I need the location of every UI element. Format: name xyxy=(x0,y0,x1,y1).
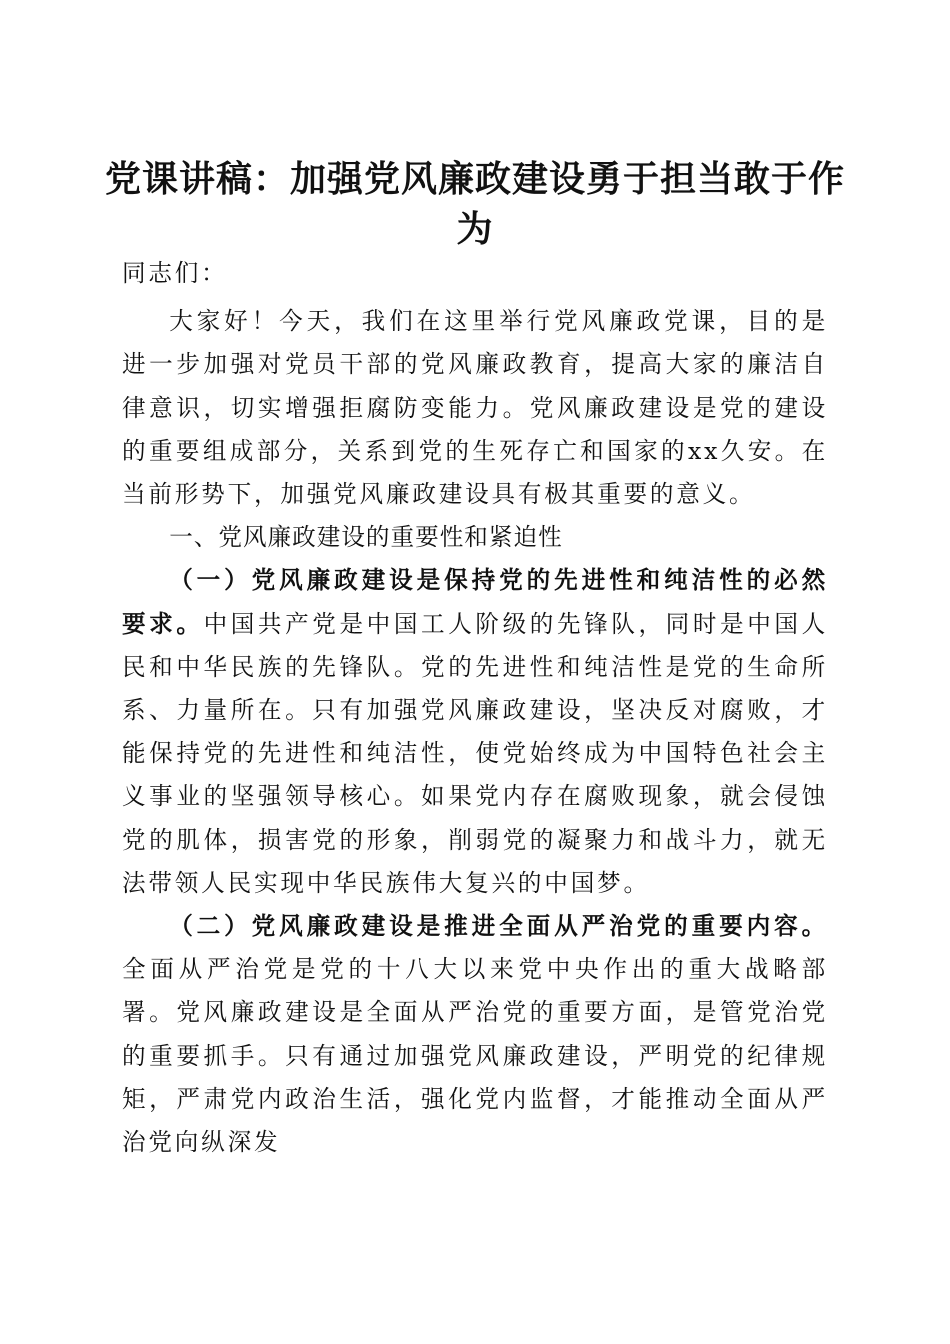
document-body xyxy=(122,252,828,1164)
intro-paragraph: 大家好！今天，我们在这里举行党风廉政党课，目的是进一步加强对党员干部的党风廉政教育，提高大家的廉洁自律意识，切实增强拒腐防变能力。党风廉政建设是党的建设的重要组成部分，关系到党的生死存亡和国家的xx久安。在当前形势下，加强党风廉政建设具有极其重要的意义。 xyxy=(122,307,828,509)
subsection-paragraph-1 xyxy=(122,559,828,905)
document-title: 党课讲稿：加强党风廉政建设勇于担当敢于作为 xyxy=(104,158,845,251)
greeting: 同志们： xyxy=(122,259,228,287)
section-heading-1: 一、党风廉政建设的重要性和紧迫性 xyxy=(169,523,563,552)
subsection-text-2: 全面从严治党是党的十八大以来党中央作出的重大战略部署。党风廉政建设是全面从严治党的重要方面，是管党治党的重要抓手。只有通过加强党风廉政建设，严明党的纪律规矩，严肃党内政治生活，强化党内监督，才能推动全面从严治党向纵深发 xyxy=(122,955,828,1157)
subsection-text-1: 中国共产党是中国工人阶级的先锋队，同时是中国人民和中华民族的先锋队。党的先进性和纯洁性是党的生命所系、力量所在。只有加强党风廉政建设，坚决反对腐败，才能保持党的先进性和纯洁性，使党始终成为中国特色社会主义事业的坚强领导核心。如果党内存在腐败现象，就会侵蚀党的肌体，损害党的形象，削弱党的凝聚力和战斗力，就无法带领人民实现中华民族伟大复兴的中国梦。 xyxy=(122,609,828,897)
subsection-heading-2: （二）党风廉政建设是推进全面从严治党的重要内容。 xyxy=(169,912,828,941)
subsection-paragraph-2 xyxy=(122,905,828,1164)
subsection-heading-1: （一）党风廉政建设是保持党的先进性和纯洁性的必然要求。 xyxy=(122,566,828,638)
